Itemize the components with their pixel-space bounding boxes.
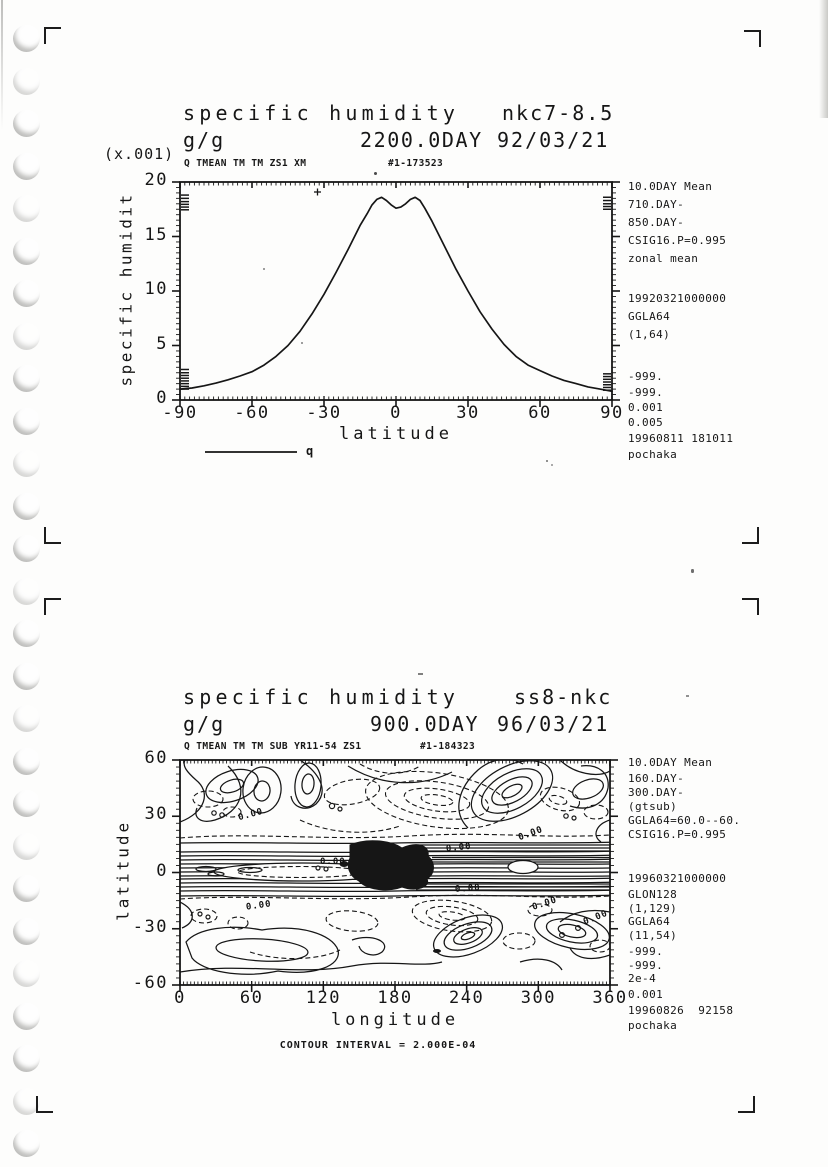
chart2-date: 96/03/21 (497, 712, 610, 736)
y-tick-label: -60 (132, 973, 168, 993)
contour-zero-label: 0.00 (454, 883, 482, 895)
annotation-line: zonal mean (628, 252, 699, 265)
chart1-variable-line: Q TMEAN TM TM ZS1 XM (184, 158, 307, 169)
contour-zero-label: 0.00 (245, 899, 273, 913)
annotation-line: 19960811 181011 (628, 432, 734, 445)
x-tick-label: 300 (520, 988, 556, 1008)
chart2-y-axis-title: latitude (113, 819, 133, 921)
x-tick-label: 30 (456, 403, 480, 423)
x-tick-label: 120 (305, 988, 341, 1008)
y-tick-label: -30 (132, 916, 168, 937)
annotation-line: -999. (628, 945, 664, 958)
annotation-line: GGLA64 (628, 915, 671, 928)
edge-data-marks (181, 195, 611, 390)
scan-speck (418, 673, 423, 675)
chart1-x-axis-title: latitude (339, 424, 453, 444)
y-tick-label: 0 (156, 860, 168, 881)
y-tick-label: 10 (144, 279, 168, 299)
annotation-line: CSIG16.P=0.995 (628, 234, 727, 247)
chart1-y-axis-title: specific humidit (116, 192, 136, 387)
annotation-line: (11,54) (628, 929, 678, 942)
scan-speck (691, 569, 694, 573)
annotation-line: GLON128 (628, 888, 678, 901)
chart1-time: 2200.0DAY (360, 128, 483, 152)
chart1-id-label: #1-173523 (388, 158, 444, 169)
line-chart-axes (172, 182, 620, 407)
scan-speck (546, 460, 548, 462)
annotation-line: -999. (628, 370, 664, 383)
contour-max-blob (348, 841, 433, 890)
line-plot-curve (180, 197, 612, 391)
annotation-line: -999. (628, 959, 664, 972)
chart2-time: 900.0DAY (370, 712, 480, 736)
annotation-line: (gtsub) (628, 800, 678, 813)
chart2-x-axis-title: longitude (330, 1010, 460, 1030)
contour-zero-label: 0.00 (445, 841, 473, 855)
contour-zero-label: 0.00 (320, 857, 346, 867)
scan-speck (301, 342, 303, 344)
annotation-line: 10.0DAY Mean (628, 756, 713, 769)
annotation-line: (1,129) (628, 902, 678, 915)
annotation-line: 0.001 (628, 401, 664, 414)
contour-zero-label: 0.00 (237, 806, 265, 824)
chart2-variable-line: Q TMEAN TM TM SUB YR11-54 ZS1 (184, 741, 362, 752)
annotation-line: 0.005 (628, 416, 664, 429)
chart1-scale-label: (x.001) (104, 145, 175, 163)
x-tick-label: 0 (390, 403, 402, 423)
annotation-line: 160.DAY- (628, 772, 685, 785)
chart2-id-label: #1-184323 (420, 741, 476, 752)
annotation-line: 10.0DAY Mean (628, 180, 713, 193)
chart2-title: specific humidity (183, 685, 460, 709)
annotation-line: 19960321000000 (628, 872, 727, 885)
chart1-legend-label: q (306, 444, 314, 458)
annotation-line: -999. (628, 386, 664, 399)
annotation-line: 710.DAY- (628, 198, 685, 211)
x-tick-label: -30 (306, 403, 342, 423)
annotation-line: GGLA64=60.0--60. (628, 814, 741, 827)
chart1-date: 92/03/21 (497, 128, 610, 152)
x-tick-label: 360 (592, 988, 628, 1008)
chart1-run-label: nkc7-8.5 (502, 101, 615, 125)
y-tick-label: 60 (144, 748, 168, 768)
x-tick-label: -90 (162, 403, 198, 423)
chart1-title: specific humidity (183, 101, 460, 125)
x-tick-label: 240 (449, 988, 485, 1008)
contour-zero-label: 0.00 (582, 908, 610, 928)
x-tick-label: 90 (600, 403, 624, 423)
chart2-run-label: ss8-nkc (514, 685, 613, 709)
scan-speck (551, 464, 553, 466)
annotation-line: (1,64) (628, 328, 671, 341)
x-tick-label: -60 (234, 403, 270, 423)
chart2-units: g/g (183, 712, 226, 736)
x-tick-label: 180 (377, 988, 413, 1008)
chart1-units: g/g (183, 128, 226, 152)
contour-field (180, 748, 613, 974)
annotation-line: pochaka (628, 1019, 678, 1032)
annotation-line: 19920321000000 (628, 292, 727, 305)
scan-speck (686, 695, 689, 697)
y-tick-label: 20 (144, 170, 168, 190)
annotation-line: pochaka (628, 448, 678, 461)
y-tick-label: 5 (156, 333, 168, 354)
x-tick-label: 60 (528, 403, 552, 423)
annotation-line: CSIG16.P=0.995 (628, 828, 727, 841)
x-tick-label: 0 (174, 988, 186, 1008)
y-tick-label: 0 (156, 388, 168, 408)
annotation-line: 2e-4 (628, 972, 657, 985)
chart2-contour-interval: CONTOUR INTERVAL = 2.000E-04 (279, 1040, 477, 1051)
annotation-line: 850.DAY- (628, 216, 685, 229)
annotation-line: 19960826 92158 (628, 1004, 734, 1017)
x-tick-label: 60 (239, 988, 264, 1008)
scan-speck (374, 172, 377, 175)
scan-speck (263, 268, 265, 270)
annotation-line: 300.DAY- (628, 786, 685, 799)
annotation-line: GGLA64 (628, 310, 671, 323)
contour-zero-label: 0.00 (531, 895, 559, 913)
y-tick-label: 15 (144, 224, 168, 245)
annotation-line: 0.001 (628, 988, 664, 1001)
y-tick-label: 30 (144, 804, 168, 825)
stray-plus-mark (314, 189, 321, 196)
contour-zero-label: 0.00 (517, 824, 545, 844)
